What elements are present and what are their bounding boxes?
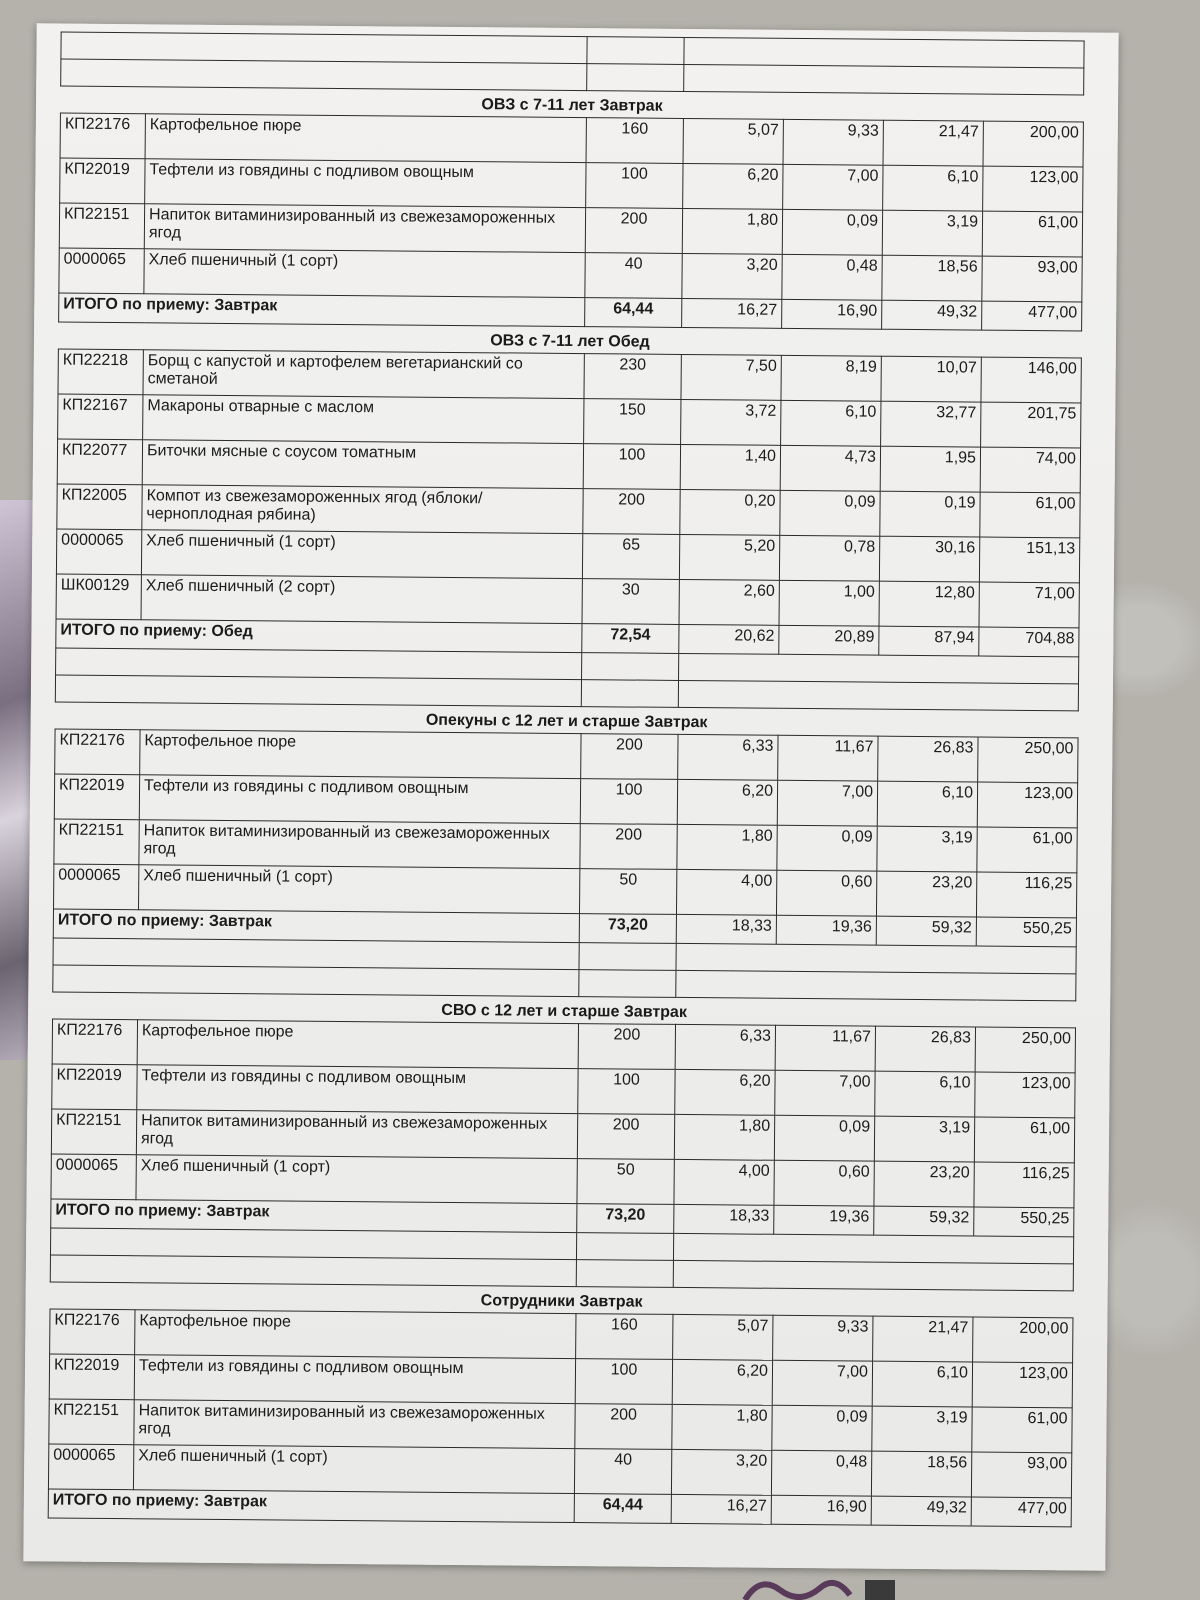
dish-name: Напиток витаминизированный из свежезамороженных ягод <box>144 204 585 253</box>
energy-value: 61,00 <box>982 211 1082 257</box>
fat-value: 9,33 <box>783 119 883 165</box>
dish-name: Напиток витаминизированный из свежезамороженных ягод <box>136 1110 577 1159</box>
dish-code: КП22019 <box>54 774 139 820</box>
blank-cell <box>673 1260 1073 1290</box>
fat-value: 0,48 <box>782 254 882 300</box>
total-fat: 19,36 <box>776 915 876 945</box>
protein-value: 6,20 <box>683 163 783 209</box>
dish-code: 0000065 <box>59 248 144 294</box>
dish-code: КП22151 <box>51 1109 136 1155</box>
dish-code: КП22176 <box>52 1019 137 1065</box>
fat-value: 11,67 <box>778 735 878 781</box>
carbs-value: 6,10 <box>877 781 977 827</box>
carbs-value: 3,19 <box>877 826 977 872</box>
blank-cell <box>581 680 678 708</box>
total-carbs: 59,32 <box>874 1206 974 1236</box>
portion-weight: 160 <box>586 118 683 164</box>
blank-cell <box>576 1260 673 1288</box>
total-weight: 73,20 <box>579 914 676 944</box>
dish-name: Тефтели из говядины с подливом овощным <box>137 1065 578 1114</box>
total-label: ИТОГО по приему: Обед <box>56 619 582 653</box>
dish-code: КП22167 <box>58 394 143 440</box>
dish-name: Напиток витаминизированный из свежезамороженных ягод <box>139 820 580 869</box>
total-weight: 64,44 <box>585 298 682 328</box>
carbs-value: 12,80 <box>879 581 979 627</box>
total-label: ИТОГО по приему: Завтрак <box>59 293 585 327</box>
dish-code: 0000065 <box>48 1444 133 1490</box>
protein-value: 2,60 <box>679 579 779 625</box>
dish-code: 0000065 <box>51 1154 136 1200</box>
protein-value: 4,00 <box>674 1159 774 1205</box>
blank-cell <box>579 943 676 971</box>
fat-value: 4,73 <box>780 445 880 491</box>
portion-weight: 200 <box>581 734 678 780</box>
fat-value: 0,09 <box>780 490 880 536</box>
fat-value: 6,10 <box>781 400 881 446</box>
dish-code: КП22176 <box>50 1309 135 1355</box>
portion-weight: 200 <box>577 1114 674 1160</box>
total-protein: 20,62 <box>679 624 779 654</box>
total-protein: 16,27 <box>671 1494 771 1524</box>
portion-weight: 200 <box>580 824 677 870</box>
portion-weight: 200 <box>585 208 682 254</box>
energy-value: 123,00 <box>983 166 1083 212</box>
fat-value: 7,00 <box>772 1360 872 1406</box>
total-fat: 16,90 <box>771 1495 871 1525</box>
energy-value: 116,25 <box>976 872 1076 918</box>
protein-value: 3,20 <box>682 253 782 299</box>
dish-name: Картофельное пюре <box>135 1310 576 1359</box>
portion-weight: 150 <box>584 399 681 445</box>
dish-name: Макароны отварные с маслом <box>143 395 584 444</box>
portion-weight: 200 <box>578 1024 675 1070</box>
dish-name: Хлеб пшеничный (1 сорт) <box>136 1155 577 1204</box>
fat-value: 0,48 <box>771 1450 871 1496</box>
protein-value: 3,20 <box>671 1449 771 1495</box>
dish-name: Картофельное пюре <box>137 1020 578 1069</box>
carbs-value: 0,19 <box>880 491 980 537</box>
carbs-value: 23,20 <box>874 1161 974 1207</box>
total-energy: 550,25 <box>974 1207 1074 1237</box>
total-carbs: 49,32 <box>871 1496 971 1526</box>
portion-weight: 200 <box>575 1404 672 1450</box>
protein-value: 1,80 <box>674 1114 774 1160</box>
dish-name: Компот из свежезамороженных ягод (яблоки/черноплодная рябина) <box>142 485 583 534</box>
total-energy: 477,00 <box>971 1497 1071 1527</box>
header-blank-table <box>60 32 1084 96</box>
energy-value: 123,00 <box>972 1362 1072 1408</box>
energy-value: 61,00 <box>974 1117 1074 1163</box>
dish-name: Картофельное пюре <box>140 730 581 779</box>
carbs-value: 1,95 <box>880 446 980 492</box>
portion-weight: 230 <box>584 354 681 400</box>
carbs-value: 10,07 <box>881 356 981 402</box>
portion-weight: 30 <box>582 579 679 625</box>
portion-weight: 100 <box>583 444 680 490</box>
fat-value: 0,09 <box>782 209 882 255</box>
blank-cell <box>676 970 1076 1000</box>
menu-section-table <box>58 113 1084 332</box>
portion-weight: 100 <box>578 1069 675 1115</box>
protein-value: 7,50 <box>681 354 781 400</box>
blank-cell <box>53 965 579 997</box>
portion-weight: 200 <box>583 489 680 535</box>
blank-cell <box>676 943 1076 973</box>
energy-value: 200,00 <box>983 121 1083 167</box>
protein-value: 6,33 <box>678 734 778 780</box>
menu-section-table <box>48 1308 1074 1527</box>
protein-value: 5,07 <box>673 1314 773 1360</box>
blank-cell <box>61 59 587 91</box>
menu-section-table <box>50 1018 1076 1291</box>
menu-section-table <box>55 349 1082 712</box>
dish-name: Картофельное пюре <box>145 114 586 163</box>
total-label: ИТОГО по приему: Завтрак <box>51 1199 577 1233</box>
carbs-value: 3,19 <box>872 1406 972 1452</box>
energy-value: 74,00 <box>980 447 1080 493</box>
carbs-value: 30,16 <box>879 536 979 582</box>
protein-value: 4,00 <box>676 869 776 915</box>
blank-cell <box>576 1233 673 1261</box>
carbs-value: 18,56 <box>871 1451 971 1497</box>
decorative-object-bottom <box>740 1570 900 1600</box>
dish-name: Тефтели из говядины с подливом овощным <box>139 775 580 824</box>
energy-value: 61,00 <box>972 1407 1072 1453</box>
energy-value: 61,00 <box>980 492 1080 538</box>
total-weight: 73,20 <box>577 1204 674 1234</box>
dish-name: Хлеб пшеничный (1 сорт) <box>144 249 585 298</box>
energy-value: 250,00 <box>978 737 1078 783</box>
fat-value: 0,60 <box>774 1160 874 1206</box>
total-weight: 72,54 <box>582 624 679 654</box>
total-protein: 18,33 <box>676 914 776 944</box>
total-fat: 16,90 <box>782 299 882 329</box>
carbs-value: 32,77 <box>881 401 981 447</box>
section-title: ОВЗ с 7-11 лет Обед <box>490 332 650 351</box>
portion-weight: 160 <box>576 1314 673 1360</box>
dish-name: Хлеб пшеничный (1 сорт) <box>138 865 579 914</box>
energy-value: 123,00 <box>977 782 1077 828</box>
total-protein: 18,33 <box>674 1204 774 1234</box>
blank-cell <box>684 64 1084 94</box>
blank-cell <box>50 1255 576 1287</box>
document-content <box>48 32 1085 1528</box>
carbs-value: 26,83 <box>878 736 978 782</box>
total-fat: 19,36 <box>774 1205 874 1235</box>
blank-cell <box>579 970 676 998</box>
protein-value: 6,20 <box>672 1359 772 1405</box>
energy-value: 71,00 <box>979 582 1079 628</box>
fat-value: 0,78 <box>779 535 879 581</box>
energy-value: 200,00 <box>973 1317 1073 1363</box>
total-fat: 20,89 <box>779 625 879 655</box>
total-carbs: 59,32 <box>876 916 976 946</box>
carbs-value: 26,83 <box>875 1026 975 1072</box>
carbs-value: 21,47 <box>883 120 983 166</box>
dish-name: Тефтели из говядины с подливом овощным <box>145 159 586 208</box>
fat-value: 0,60 <box>776 870 876 916</box>
portion-weight: 100 <box>575 1359 672 1405</box>
fat-value: 9,33 <box>773 1315 873 1361</box>
protein-value: 6,20 <box>677 779 777 825</box>
portion-weight: 100 <box>586 163 683 209</box>
section-title: ОВЗ с 7-11 лет Завтрак <box>481 96 663 115</box>
fat-value: 0,09 <box>777 825 877 871</box>
dish-code: КП22005 <box>57 484 142 530</box>
dish-name: Борщ с капустой и картофелем вегетарианский со сметаной <box>143 350 584 399</box>
protein-value: 1,80 <box>677 824 777 870</box>
energy-value: 61,00 <box>977 827 1077 873</box>
fat-value: 8,19 <box>781 355 881 401</box>
blank-cell <box>684 37 1084 67</box>
dish-code: КП22151 <box>54 819 139 865</box>
dish-name: Хлеб пшеничный (1 сорт) <box>141 530 582 579</box>
fat-value: 1,00 <box>779 580 879 626</box>
blank-cell <box>582 653 679 681</box>
carbs-value: 6,10 <box>875 1071 975 1117</box>
dish-code: КП22218 <box>58 349 143 395</box>
dish-code: 0000065 <box>56 529 141 575</box>
protein-value: 6,20 <box>675 1069 775 1115</box>
total-energy: 704,88 <box>979 627 1079 657</box>
dish-name: Биточки мясные с соусом томатным <box>142 440 583 489</box>
blank-cell <box>587 64 684 92</box>
blank-cell <box>679 653 1079 683</box>
carbs-value: 6,10 <box>872 1361 972 1407</box>
portion-weight: 40 <box>585 253 682 299</box>
dish-code: КП22151 <box>49 1399 134 1445</box>
energy-value: 123,00 <box>975 1072 1075 1118</box>
protein-value: 1,80 <box>672 1404 772 1450</box>
dish-code: КП22019 <box>52 1064 137 1110</box>
total-carbs: 49,32 <box>882 300 982 330</box>
dish-name: Напиток витаминизированный из свежезамороженных ягод <box>134 1400 575 1449</box>
energy-value: 250,00 <box>975 1027 1075 1073</box>
blank-cell <box>678 680 1078 710</box>
dish-code: КП22077 <box>57 439 142 485</box>
portion-weight: 100 <box>580 779 677 825</box>
dish-code: КП22019 <box>60 158 145 204</box>
total-energy: 477,00 <box>982 301 1082 331</box>
energy-value: 93,00 <box>982 256 1082 302</box>
carbs-value: 18,56 <box>882 255 982 301</box>
menu-section-table <box>52 728 1078 1001</box>
blank-cell <box>673 1233 1073 1263</box>
portion-weight: 50 <box>577 1159 674 1205</box>
protein-value: 1,80 <box>682 208 782 254</box>
carbs-value: 3,19 <box>882 210 982 256</box>
protein-value: 5,20 <box>679 534 779 580</box>
dish-name: Хлеб пшеничный (1 сорт) <box>133 1445 574 1494</box>
section-title: СВО с 12 лет и старше Завтрак <box>441 1001 687 1022</box>
portion-weight: 65 <box>582 534 679 580</box>
menu-document-sheet <box>23 23 1118 1570</box>
energy-value: 201,75 <box>981 402 1081 448</box>
carbs-value: 23,20 <box>876 871 976 917</box>
protein-value: 5,07 <box>683 118 783 164</box>
dish-name: Хлеб пшеничный (2 сорт) <box>141 575 582 624</box>
total-label: ИТОГО по приему: Завтрак <box>53 909 579 943</box>
total-carbs: 87,94 <box>879 626 979 656</box>
section-title: Сотрудники Завтрак <box>480 1292 643 1311</box>
dish-code: КП22019 <box>49 1354 134 1400</box>
energy-value: 93,00 <box>971 1452 1071 1498</box>
dish-name: Тефтели из говядины с подливом овощным <box>134 1355 575 1404</box>
fat-value: 0,09 <box>772 1405 872 1451</box>
carbs-value: 3,19 <box>874 1116 974 1162</box>
total-label: ИТОГО по приему: Завтрак <box>48 1489 574 1523</box>
protein-value: 6,33 <box>675 1024 775 1070</box>
energy-value: 151,13 <box>979 537 1079 583</box>
carbs-value: 21,47 <box>873 1316 973 1362</box>
portion-weight: 40 <box>574 1449 671 1495</box>
blank-cell <box>55 675 581 707</box>
blank-cell <box>587 37 684 65</box>
dish-code: ШК00129 <box>56 574 141 620</box>
fat-value: 7,00 <box>783 164 883 210</box>
dish-code: КП22176 <box>60 113 145 159</box>
fat-value: 7,00 <box>777 780 877 826</box>
fat-value: 0,09 <box>774 1115 874 1161</box>
protein-value: 3,72 <box>681 399 781 445</box>
energy-value: 146,00 <box>981 357 1081 403</box>
fat-value: 7,00 <box>775 1070 875 1116</box>
protein-value: 1,40 <box>680 444 780 490</box>
dish-code: КП22151 <box>59 203 144 249</box>
total-energy: 550,25 <box>976 917 1076 947</box>
fat-value: 11,67 <box>775 1025 875 1071</box>
portion-weight: 50 <box>579 869 676 915</box>
carbs-value: 6,10 <box>883 165 983 211</box>
total-protein: 16,27 <box>682 298 782 328</box>
section-title: Опекуны с 12 лет и старше Завтрак <box>425 711 708 732</box>
total-weight: 64,44 <box>574 1494 671 1524</box>
dish-code: КП22176 <box>55 729 140 775</box>
dish-code: 0000065 <box>54 864 139 910</box>
protein-value: 0,20 <box>680 489 780 535</box>
energy-value: 116,25 <box>974 1162 1074 1208</box>
